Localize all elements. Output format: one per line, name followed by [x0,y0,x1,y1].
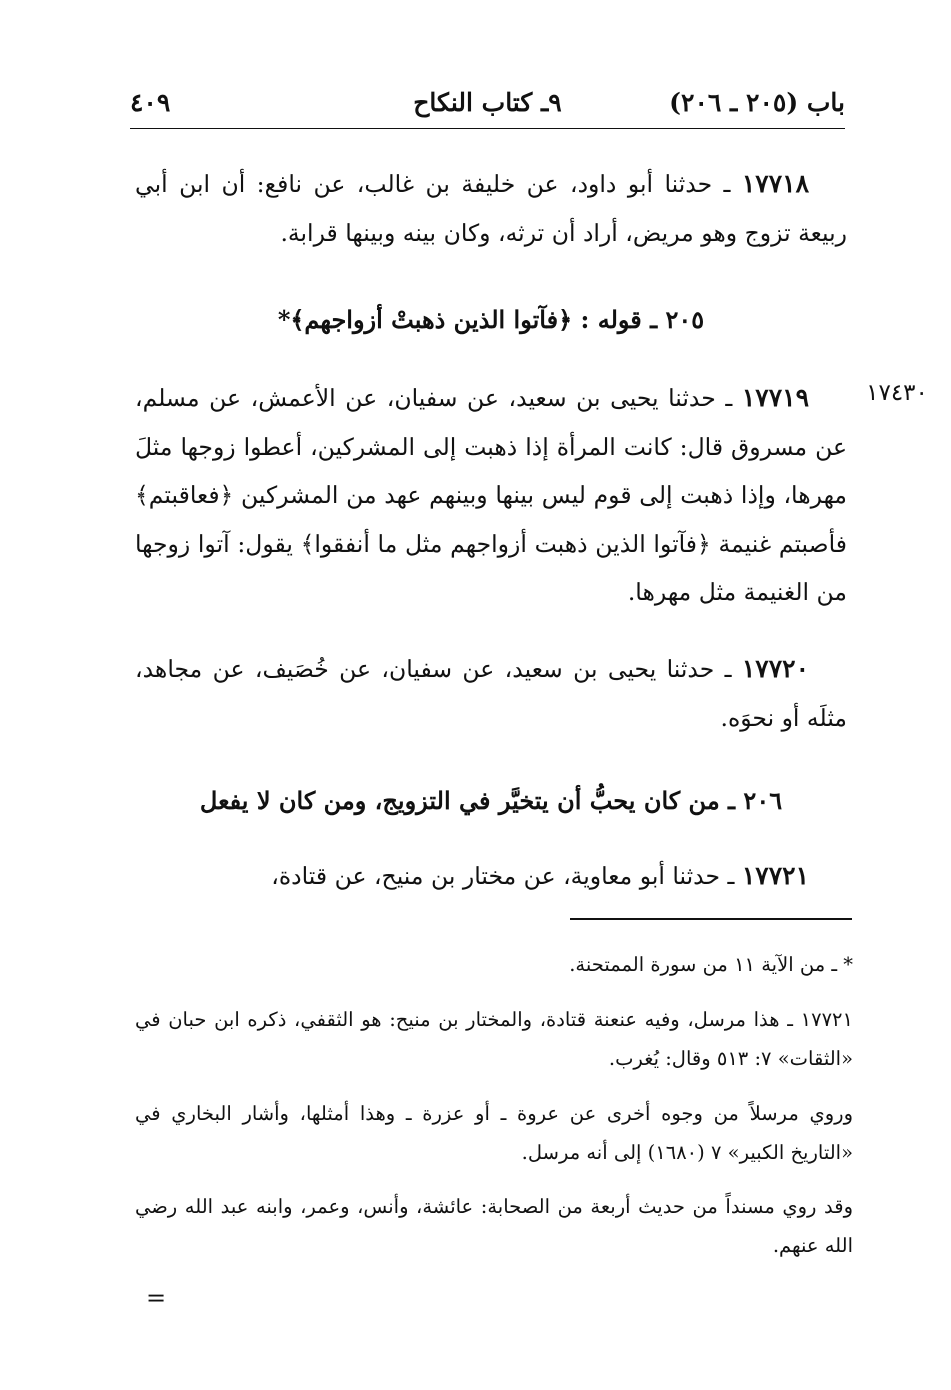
hadith-number: ١٧٧١٨ [741,169,809,198]
hadith-text: ـ حدثنا يحيى بن سعيد، عن سفيان، عن الأعمش، عن مسلم، عن مسروق قال: كانت المرأة إذا ذهبت إلى المشركين، أعطوا زوجها مثلَ مهرها، وإذا ذهبت إلى قوم ليس بينها وبينهم عهد من المشركين ﴿فعاقبتم﴾ فأصبتم غنيمة ﴿فآتوا الذين ذهبت أزواجهم مثل ما أنفقوا﴾ يقول: آتوا زوجها من الغنيمة مثل مهرها. [135,384,847,606]
running-header [130,82,845,126]
footnote-star: * ـ من الآية ١١ من سورة الممتحنة. [569,953,853,976]
section-heading-206: ٢٠٦ ـ من كان يحبُّ أن يتخيَّر في التزويج، ومن كان لا يفعل [199,786,783,815]
hadith-number: ١٧٧٢٠ [741,654,809,683]
hadith-17721 [135,852,847,901]
continuation-mark: = [146,1284,167,1312]
footnote-17721-b: وروي مرسلاً من وجوه أخرى عن عروة ـ أو عزرة ـ وهذا أمثلها، وأشار البخاري في «التاريخ الكبير» ٧ (١٦٨٠) إلى أنه مرسل. [135,1102,853,1164]
hadith-number: ١٧٧١٩ [741,383,809,412]
book-title: ٩ـ كتاب النكاح [413,88,562,117]
hadith-text: ـ حدثنا أبو معاوية، عن مختار بن منيح، عن قتادة، [271,862,742,890]
footnote-17721-a: ١٧٧٢١ ـ هذا مرسل، وفيه عنعنة قتادة، والمختار بن منيح: هو الثقفي، ذكره ابن حبان في «الثقات» ٧: ٥١٣ وقال: يُغرب. [135,1008,853,1070]
header-divider [130,128,845,129]
footnote-17721-c: وقد روي مسنداً من حديث أربعة من الصحابة: عائشة، وأنس، وعمر، وابنه عبد الله رضي الله عنهم. [135,1195,853,1257]
hadith-17720 [135,645,847,742]
footnote-divider [570,918,852,920]
hadith-17718 [135,160,847,257]
chapter-range: باب (٢٠٥ ـ ٢٠٦) [669,88,845,117]
section-heading-205: ٢٠٥ ـ قوله : ﴿فآتوا الذين ذهبتْ أزواجهم﴾* [277,305,705,334]
page-number: ٤٠٩ [130,88,171,117]
hadith-number: ١٧٧٢١ [741,861,809,890]
margin-number: ١٧٤٣٠ [866,380,928,406]
hadith-17719 [135,374,847,617]
hadith-text: ـ حدثنا أبو داود، عن خليفة بن غالب، عن نافع: أن ابن أبي ربيعة تزوج وهو مريض، أراد أن ترثه، وكان بينه وبينها قرابة. [135,170,847,247]
hadith-text: ـ حدثنا يحيى بن سعيد، عن سفيان، عن خُصَيف، عن مجاهد، مثلَه أو نحوَه. [135,655,847,732]
